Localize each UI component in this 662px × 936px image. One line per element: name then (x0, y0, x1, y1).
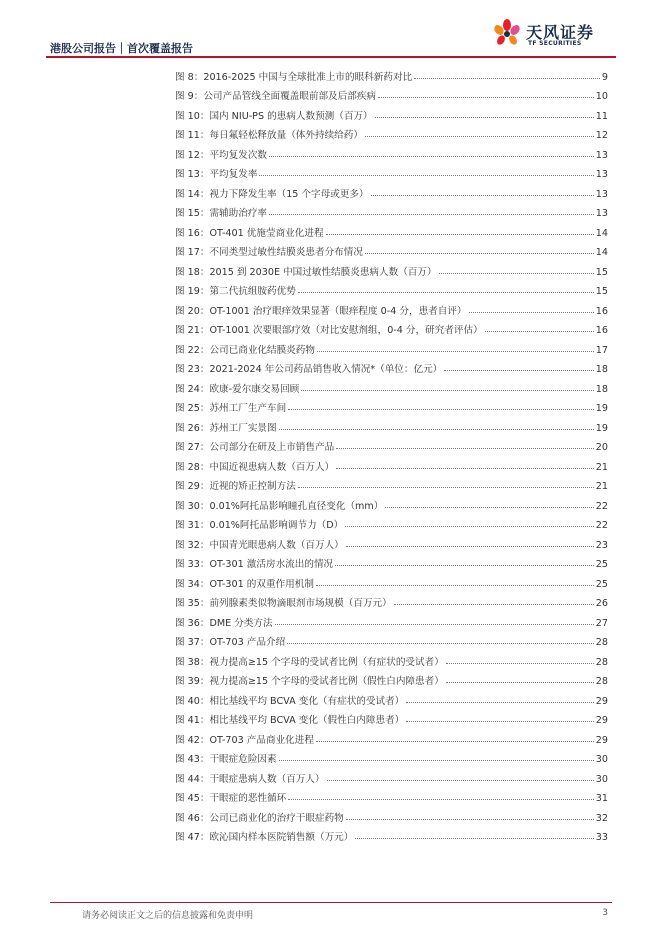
toc-entry[interactable] (175, 434, 608, 454)
toc-entry-label: 图 20：OT-1001 治疗眼痒效果显著（眼痒程度 0-4 分，患者自评） (175, 305, 467, 317)
toc-entry[interactable] (175, 707, 608, 727)
toc-entry-label: 图 23：2021-2024 年公司药品销售收入情况*（单位：亿元） (175, 364, 443, 375)
leader-dots (385, 507, 593, 508)
leader-dots (327, 780, 594, 781)
toc-entry-page: 27 (595, 617, 608, 629)
leader-dots (269, 214, 594, 215)
toc-entry[interactable] (175, 531, 608, 551)
leader-dots (394, 604, 594, 605)
toc-entry-page: 22 (595, 500, 608, 512)
toc-entry-label: 图 14：视力下降发生率（15 个字母或更多） (175, 188, 369, 200)
toc-entry-page: 19 (595, 403, 608, 414)
leader-dots (269, 156, 594, 157)
figure-list (175, 63, 608, 843)
leader-dots (371, 195, 594, 196)
leader-dots (355, 838, 593, 839)
disclaimer-notice: 请务必阅读正文之后的信息披露和免责申明 (82, 911, 254, 921)
leader-dots (485, 331, 594, 332)
toc-entry-page: 30 (595, 754, 608, 765)
toc-entry-label: 图 24：欧康-爱尔康交易回顾 (175, 383, 300, 395)
toc-entry[interactable] (175, 609, 608, 629)
toc-entry-page: 13 (595, 169, 608, 180)
toc-entry-page: 12 (595, 130, 608, 141)
toc-entry[interactable] (175, 336, 608, 356)
toc-entry-label: 图 9：公司产品管线全面覆盖眼前部及后部疾病 (175, 91, 377, 102)
leader-dots (316, 585, 594, 586)
header-divider (46, 56, 616, 58)
toc-entry[interactable] (175, 512, 608, 532)
toc-entry[interactable] (175, 765, 608, 785)
toc-entry[interactable] (175, 161, 608, 181)
toc-entry-label: 图 18：2015 到 2030E 中国过敏性结膜炎患病人数（百万） (175, 266, 437, 278)
flower-logo-icon (492, 18, 522, 50)
toc-entry[interactable] (175, 219, 608, 239)
leader-dots (317, 351, 594, 352)
leader-dots (316, 741, 594, 742)
toc-entry[interactable] (175, 317, 608, 337)
toc-entry-label: 图 44：干眼症患病人数（百万人） (175, 773, 325, 785)
toc-entry-page: 13 (595, 188, 608, 200)
toc-entry[interactable] (175, 804, 608, 824)
toc-entry-label: 图 38：视力提高≥15 个字母的受试者比例（有症状的受试者） (175, 656, 444, 668)
toc-entry-page: 22 (595, 520, 608, 531)
toc-entry[interactable] (175, 83, 608, 103)
leader-dots (375, 117, 594, 118)
leader-dots (365, 253, 594, 254)
leader-dots (301, 390, 594, 391)
toc-entry-page: 11 (595, 110, 608, 122)
logo-chinese-text: 天风证券 (526, 23, 595, 42)
toc-entry-page: 28 (595, 656, 608, 668)
leader-dots (287, 643, 594, 644)
toc-entry-page: 13 (595, 149, 608, 161)
toc-entry-label: 图 45：干眼症的恶性循环 (175, 793, 287, 804)
leader-dots (259, 175, 593, 176)
toc-entry-page: 20 (595, 442, 608, 453)
toc-entry[interactable] (175, 590, 608, 610)
company-logo (492, 18, 610, 52)
toc-entry-page: 25 (595, 578, 608, 590)
toc-entry-label: 图 33：OT-301 激活房水流出的情况 (175, 559, 334, 570)
toc-entry[interactable] (175, 648, 608, 668)
page-number: 3 (602, 908, 608, 918)
report-type-title: 港股公司报告｜首次覆盖报告 (50, 42, 193, 55)
toc-entry-page: 13 (595, 208, 608, 219)
leader-dots (279, 429, 594, 430)
toc-entry-label: 图 31：0.01%阿托品影响调节力（D） (175, 520, 344, 531)
toc-entry-label: 图 37：OT-703 产品介绍 (175, 637, 286, 648)
toc-entry-label: 图 27：公司部分在研及上市销售产品 (175, 442, 335, 453)
toc-entry-page: 28 (595, 676, 608, 687)
toc-entry[interactable] (175, 687, 608, 707)
toc-entry-page: 25 (595, 559, 608, 570)
toc-entry-page: 9 (601, 71, 608, 83)
page-header (46, 0, 616, 60)
leader-dots (335, 565, 594, 566)
toc-entry-page: 15 (595, 266, 608, 278)
toc-entry-label: 图 30：0.01%阿托品影响瞳孔直径变化（mm） (175, 500, 384, 512)
leader-dots (345, 526, 594, 527)
toc-entry-page: 14 (595, 227, 608, 239)
toc-entry-page: 19 (595, 422, 608, 434)
toc-entry-page: 15 (595, 286, 608, 297)
leader-dots (406, 721, 594, 722)
toc-entry[interactable] (175, 473, 608, 493)
leader-dots (336, 448, 594, 449)
logo-english-text: TF SECURITIES (528, 40, 582, 47)
toc-entry-page: 16 (595, 325, 608, 336)
toc-entry-page: 21 (595, 481, 608, 492)
leader-dots (446, 682, 594, 683)
toc-entry-page: 23 (595, 539, 608, 551)
toc-entry-page: 10 (595, 91, 608, 102)
toc-entry-label: 图 26：苏州工厂实景图 (175, 422, 277, 434)
toc-entry-page: 31 (595, 793, 608, 804)
toc-entry-page: 18 (595, 383, 608, 395)
toc-entry-label: 图 28：中国近视患病人数（百万人） (175, 461, 335, 473)
toc-entry-label: 图 25：苏州工厂生产车间 (175, 403, 287, 414)
toc-entry-label: 图 47：欧沁国内样本医院销售额（万元） (175, 832, 354, 843)
toc-entry[interactable] (175, 746, 608, 766)
leader-dots (444, 370, 594, 371)
leader-dots (346, 819, 594, 820)
toc-entry-label: 图 22：公司已商业化结膜炎药物 (175, 344, 315, 356)
leader-dots (439, 273, 594, 274)
leader-dots (406, 702, 594, 703)
toc-entry[interactable] (175, 297, 608, 317)
toc-entry[interactable] (175, 785, 608, 805)
toc-entry[interactable] (175, 492, 608, 512)
leader-dots (378, 97, 594, 98)
toc-entry[interactable] (175, 356, 608, 376)
leader-dots (326, 234, 594, 235)
toc-entry[interactable] (175, 180, 608, 200)
toc-entry-page: 17 (595, 344, 608, 356)
toc-entry[interactable] (175, 375, 608, 395)
toc-entry[interactable] (175, 239, 608, 259)
toc-entry[interactable] (175, 63, 608, 83)
toc-entry[interactable] (175, 453, 608, 473)
toc-entry-label: 图 34：OT-301 的双重作用机制 (175, 578, 314, 590)
toc-entry-label: 图 43：干眼症危险因素 (175, 754, 277, 765)
leader-dots (414, 78, 600, 79)
toc-entry-page: 29 (595, 715, 608, 726)
toc-entry-label: 图 16：OT-401 优施莹商业化进程 (175, 227, 324, 239)
toc-entry-label: 图 41：相比基线平均 BCVA 变化（假性白内障患者） (175, 715, 405, 726)
leader-dots (298, 487, 594, 488)
toc-entry-label: 图 32：中国青光眼患病人数（百万人） (175, 539, 344, 551)
toc-entry[interactable] (175, 258, 608, 278)
toc-entry[interactable] (175, 824, 608, 844)
toc-entry-page: 32 (595, 812, 608, 824)
toc-entry-label: 图 29：近视的矫正控制方法 (175, 481, 296, 492)
toc-entry-label: 图 19：第二代抗组胺药优势 (175, 286, 296, 297)
toc-entry-label: 图 36：DME 分类方法 (175, 617, 273, 629)
toc-entry[interactable] (175, 102, 608, 122)
toc-entry-label: 图 13：平均复发率 (175, 169, 258, 180)
toc-entry-page: 33 (595, 832, 608, 843)
toc-entry[interactable] (175, 414, 608, 434)
toc-entry[interactable] (175, 395, 608, 415)
leader-dots (288, 409, 594, 410)
toc-entry[interactable] (175, 570, 608, 590)
toc-entry-page: 30 (595, 773, 608, 785)
toc-entry-page: 29 (595, 695, 608, 707)
toc-entry-label: 图 35：前列腺素类似物滴眼剂市场规模（百万元） (175, 598, 392, 609)
toc-entry-label: 图 12：平均复发次数 (175, 149, 268, 161)
toc-entry-label: 图 10：国内 NIU-PS 的患病人数预测（百万） (175, 110, 373, 122)
toc-entry[interactable] (175, 141, 608, 161)
leader-dots (446, 663, 594, 664)
toc-entry-label: 图 42：OT-703 产品商业化进程 (175, 734, 314, 746)
toc-entry-page: 16 (595, 305, 608, 317)
toc-entry-page: 18 (595, 364, 608, 375)
toc-entry-label: 图 15：需辅助治疗率 (175, 208, 268, 219)
toc-entry-label: 图 40：相比基线平均 BCVA 变化（有症状的受试者） (175, 695, 405, 707)
toc-entry-page: 14 (595, 247, 608, 258)
toc-entry-label: 图 8：2016-2025 中国与全球批准上市的眼科新药对比 (175, 71, 413, 83)
toc-entry-page: 26 (595, 598, 608, 609)
leader-dots (336, 468, 594, 469)
leader-dots (365, 136, 594, 137)
leader-dots (346, 546, 594, 547)
toc-entry[interactable] (175, 668, 608, 688)
toc-entry[interactable] (175, 278, 608, 298)
toc-entry-label: 图 21：OT-1001 次要眼部疗效（对比安慰剂组，0-4 分，研究者评估） (175, 325, 483, 336)
toc-entry[interactable] (175, 551, 608, 571)
toc-entry[interactable] (175, 726, 608, 746)
leader-dots (469, 312, 594, 313)
toc-entry[interactable] (175, 200, 608, 220)
toc-entry-page: 28 (595, 637, 608, 648)
leader-dots (288, 799, 594, 800)
leader-dots (275, 624, 594, 625)
leader-dots (298, 292, 594, 293)
footer-divider (50, 902, 612, 903)
leader-dots (279, 760, 594, 761)
toc-entry-page: 21 (595, 461, 608, 473)
toc-entry[interactable] (175, 629, 608, 649)
toc-entry-label: 图 39：视力提高≥15 个字母的受试者比例（假性白内障患者） (175, 676, 444, 687)
toc-entry-page: 29 (595, 734, 608, 746)
toc-entry-label: 图 11：每日氟轻松释放量（体外持续给药） (175, 130, 363, 141)
toc-entry[interactable] (175, 122, 608, 142)
toc-entry-label: 图 17：不同类型过敏性结膜炎患者分布情况 (175, 247, 363, 258)
toc-entry-label: 图 46：公司已商业化的治疗干眼症药物 (175, 812, 344, 824)
